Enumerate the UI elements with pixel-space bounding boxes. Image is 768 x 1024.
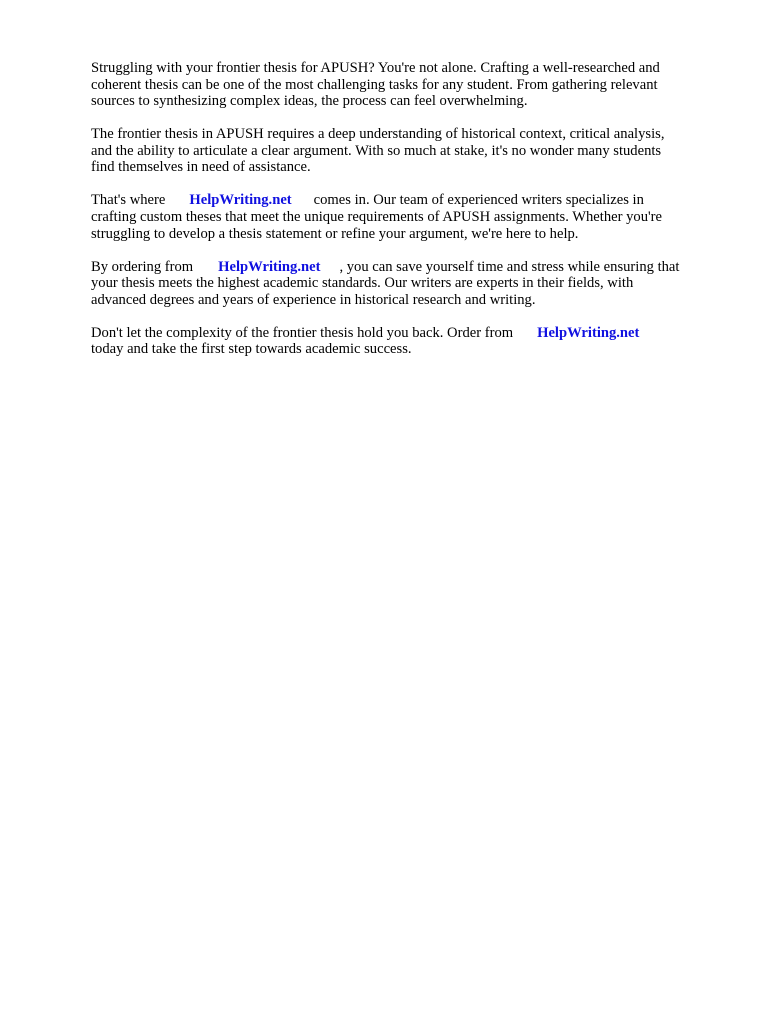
paragraph-ordering (91, 259, 731, 309)
document-page (91, 60, 731, 374)
helpwriting-link[interactable]: HelpWriting.net (218, 258, 321, 275)
text-segment: comes in. Our team of experienced writers specializes in (313, 192, 644, 209)
text-line: Struggling with your frontier thesis for APUSH? You're not alone. Crafting a well-researched and (91, 60, 660, 76)
text-segment: By ordering from (91, 258, 194, 275)
text-line: coherent thesis can be one of the most challenging tasks for any student. From gathering relevant (91, 76, 658, 93)
text-segment: , you can save yourself time and stress while ensuring that (339, 258, 680, 275)
text-segment: That's where (91, 192, 166, 209)
text-line: today and take the first step towards academic success. (91, 341, 412, 358)
text-line: find themselves in need of assistance. (91, 159, 311, 176)
text-line: The frontier thesis in APUSH requires a deep understanding of historical context, critical analysis, (91, 126, 665, 143)
text-line: crafting custom theses that meet the unique requirements of APUSH assignments. Whether you're (91, 208, 662, 225)
paragraph-service (91, 192, 731, 242)
text-line: your thesis meets the highest academic standards. Our writers are experts in their fields, with (91, 275, 634, 292)
paragraph-intro (91, 60, 731, 110)
text-line: struggling to develop a thesis statement or refine your argument, we're here to help. (91, 225, 579, 242)
text-line: sources to synthesizing complex ideas, the process can feel overwhelming. (91, 93, 528, 110)
text-line: and the ability to articulate a clear argument. With so much at stake, it's no wonder many students (91, 142, 662, 159)
text-line: advanced degrees and years of experience in historical research and writing. (91, 291, 536, 308)
paragraph-requirements (91, 126, 731, 176)
helpwriting-link[interactable]: HelpWriting.net (537, 324, 640, 341)
helpwriting-link[interactable]: HelpWriting.net (189, 192, 292, 209)
paragraph-closing (91, 325, 731, 358)
text-segment: Don't let the complexity of the frontier thesis hold you back. Order from (91, 324, 514, 341)
